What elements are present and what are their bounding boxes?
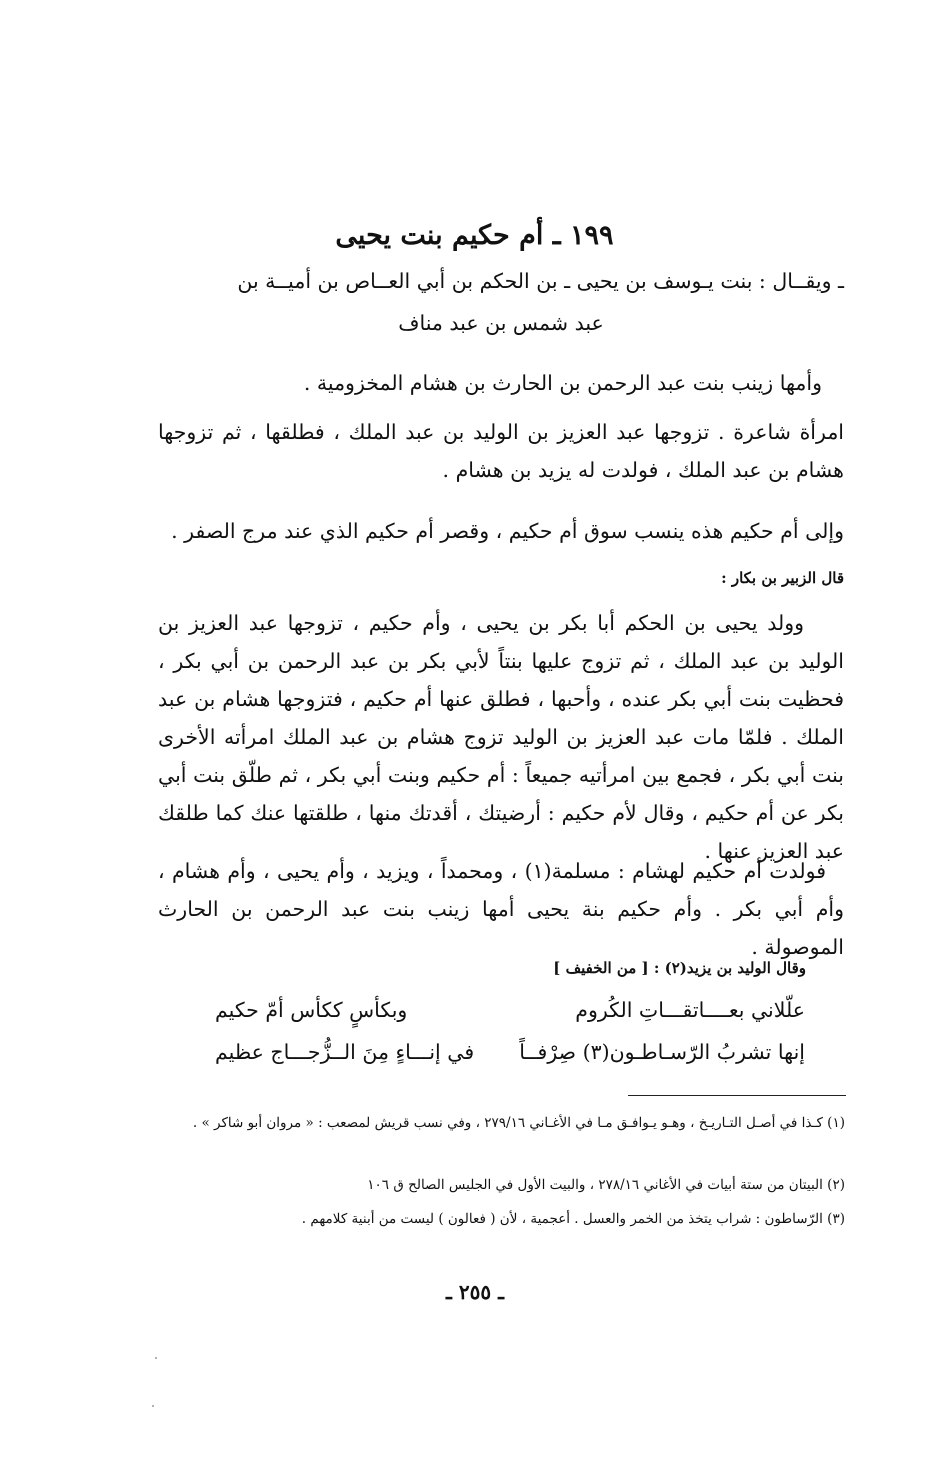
paragraph-market: وإلى أم حكيم هذه ينسب سوق أم حكيم ، وقصر أم حكيم الذي عند مرج الصفر . — [171, 519, 844, 543]
footnote-1: (١) كـذا في أصـل التـاريـخ ، وهـو يـوافـق مـا في الأغـاني ٢٧٩/١٦ ، وفي نسب قريش لمصعب : « مروان أبو شاكر » . — [192, 1115, 845, 1131]
scan-speck — [152, 1405, 154, 1407]
verse-row — [215, 1034, 805, 1070]
entry-title: ١٩٩ ـ أم حكيم بنت يحيى — [335, 220, 614, 251]
zubair-heading: قال الزبير بن بكار : — [721, 569, 844, 587]
footnote-3: (٣) الرّساطون : شراب يتخذ من الخمر والعسل . أعجمية ، لأن ( فعالون ) ليست من أبنية كلامهم . — [301, 1211, 845, 1227]
page-number: ـ ٢٥٥ ـ — [446, 1280, 504, 1304]
lineage-line-1: ـ ويقــال : بنت يـوسف بن يحيى ـ بن الحكم بن أبي العــاص بن أميــة بن — [237, 269, 844, 293]
paragraph-mother: وأمها زينب بنت عبد الرحمن بن الحارث بن هشام المخزومية . — [303, 371, 822, 395]
footnote-separator — [628, 1095, 846, 1096]
verse-second-hemistich: في إنـــاءٍ مِنَ الــزُّجـــاج عظيم — [215, 1040, 475, 1064]
paragraph-poet: امرأة شاعرة . تزوجها عبد العزيز بن الوليد بن عبد الملك ، فطلقها ، ثم تزوجها هشام بن عبد الملك ، فولدت له يزيد بن هشام . — [158, 420, 844, 482]
verse-second-hemistich: وبكأسٍ ككأس أمّ حكيم — [215, 998, 408, 1022]
lineage-line-2: عبد شمس بن عبد مناف — [398, 311, 604, 335]
footnote-2: (٢) البيتان من ستة أبيات في الأغاني ٢٧٨/١٦ ، والبيت الأول في الجليس الصالح ق ١٠٦ — [367, 1177, 845, 1193]
verse-first-hemistich: إنها تشربُ الرّسـاطـون(٣) صِرْفــاً — [519, 1040, 805, 1064]
scan-speck — [155, 1357, 157, 1359]
paragraph-children: فولدت أم حكيم لهشام : مسلمة(١) ، ومحمداً ، ويزيد ، وأم يحيى ، وأم هشام ، وأم أبي بكر . وأم حكيم بنة يحيى أمها زينب بنت عبد الرحمن بن الحارث الموصولة . — [158, 859, 844, 959]
paragraph-zubair-account: وولد يحيى بن الحكم أبا بكر بن يحيى ، وأم حكيم ، تزوجها عبد العزيز بن الوليد بن عبد الملك ، ثم تزوج عليها بنتاً لأبي بكر بن عبد الرحمن بن أبي بكر ، فحظيت بنت أبي بكر عنده ، وأحبها ، فطلق عنها أم حكيم ، فتزوجها هشام بن عبد الملك . فلمّا مات عبد العزيز بن الوليد تزوج هشام بن عبد الملك امرأته الأخرى بنت أبي بكر ، فجمع بين امرأتيه جميعاً : أم حكيم وبنت أبي بكر ، ثم طلّق بنت أبي بكر عن أم حكيم ، وقال لأم حكيم : أرضيتك ، أقدتك منها ، طلقتها عنك كما طلقك عبد العزيز عنها . — [158, 611, 844, 863]
verse-first-hemistich: علّلاني بعــــاتقـــاتِ الكُروم — [575, 998, 805, 1022]
poem-heading: وقال الوليد بن يزيد(٢) : [ من الخفيف ] — [553, 959, 806, 977]
verse-row — [215, 992, 805, 1028]
